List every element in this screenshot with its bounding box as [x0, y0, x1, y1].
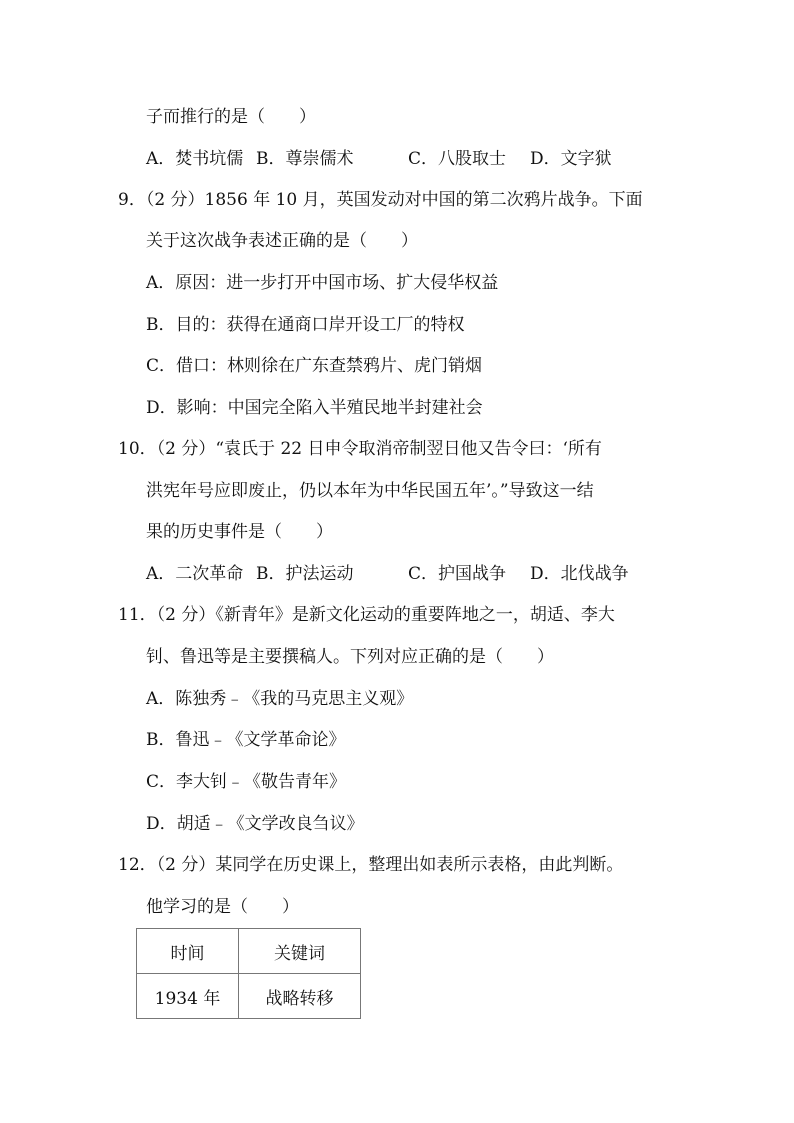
q8-option-d: D．文字狱 [530, 149, 612, 169]
q8-options [146, 147, 612, 171]
q9-option-b: B．目的：获得在通商口岸开设工厂的特权 [146, 315, 465, 335]
q11-stem-line-1: 11．（2 分）《新青年》是新文化运动的重要阵地之一，胡适、李大 [118, 605, 615, 625]
q11-option-b: B．鲁迅﹣《文学革命论》 [146, 730, 346, 750]
q10-options [146, 562, 629, 586]
q8-option-c: C．八股取士 [408, 149, 507, 169]
q9-option-a: A．原因：进一步打开中国市场、扩大侵华权益 [146, 273, 499, 293]
q8-stem-continuation: 子而推行的是（ ） [146, 107, 316, 127]
table-row [137, 974, 361, 1019]
q11-option-a: A．陈独秀﹣《我的马克思主义观》 [146, 689, 414, 709]
q10-option-d: D．北伐战争 [530, 564, 629, 584]
q11-stem-line-2: 钊、鲁迅等是主要撰稿人。下列对应正确的是（ ） [146, 647, 554, 667]
q10-stem-line-1: 10．（2 分）“袁氏于 22 日申令取消帝制翌日他又告令曰：‘所有 [118, 439, 602, 459]
q12-table [136, 928, 361, 1019]
q10-stem-line-2: 洪宪年号应即废止，仍以本年为中华民国五年’。”导致这一结 [146, 481, 594, 501]
q10-stem-line-3: 果的历史事件是（ ） [146, 522, 333, 542]
q8-option-b: B．尊崇儒术 [256, 149, 354, 169]
table-header-time: 时间 [137, 929, 239, 974]
q9-option-d: D．影响：中国完全陷入半殖民地半封建社会 [146, 398, 483, 418]
q10-option-c: C．护国战争 [408, 564, 507, 584]
q9-stem-line-1: 9．（2 分）1856 年 10 月，英国发动对中国的第二次鸦片战争。下面 [118, 190, 643, 210]
table-cell-keyword: 战略转移 [239, 974, 361, 1019]
q12-stem-line-1: 12．（2 分）某同学在历史课上，整理出如表所示表格，由此判断。 [118, 855, 624, 875]
q10-option-b: B．护法运动 [256, 564, 354, 584]
q11-option-c: C．李大钊﹣《敬告青年》 [146, 772, 347, 792]
q10-option-a: A．二次革命 [146, 564, 244, 584]
q12-stem-line-2: 他学习的是（ ） [146, 897, 299, 917]
q11-option-d: D．胡适﹣《文学改良刍议》 [146, 814, 364, 834]
table-header-row [137, 929, 361, 974]
q8-option-a: A．焚书坑儒 [146, 149, 244, 169]
q9-stem-line-2: 关于这次战争表述正确的是（ ） [146, 231, 418, 251]
table-header-keyword: 关键词 [239, 929, 361, 974]
q9-option-c: C．借口：林则徐在广东查禁鸦片、虎门销烟 [146, 356, 483, 376]
table-cell-time: 1934 年 [137, 974, 239, 1019]
